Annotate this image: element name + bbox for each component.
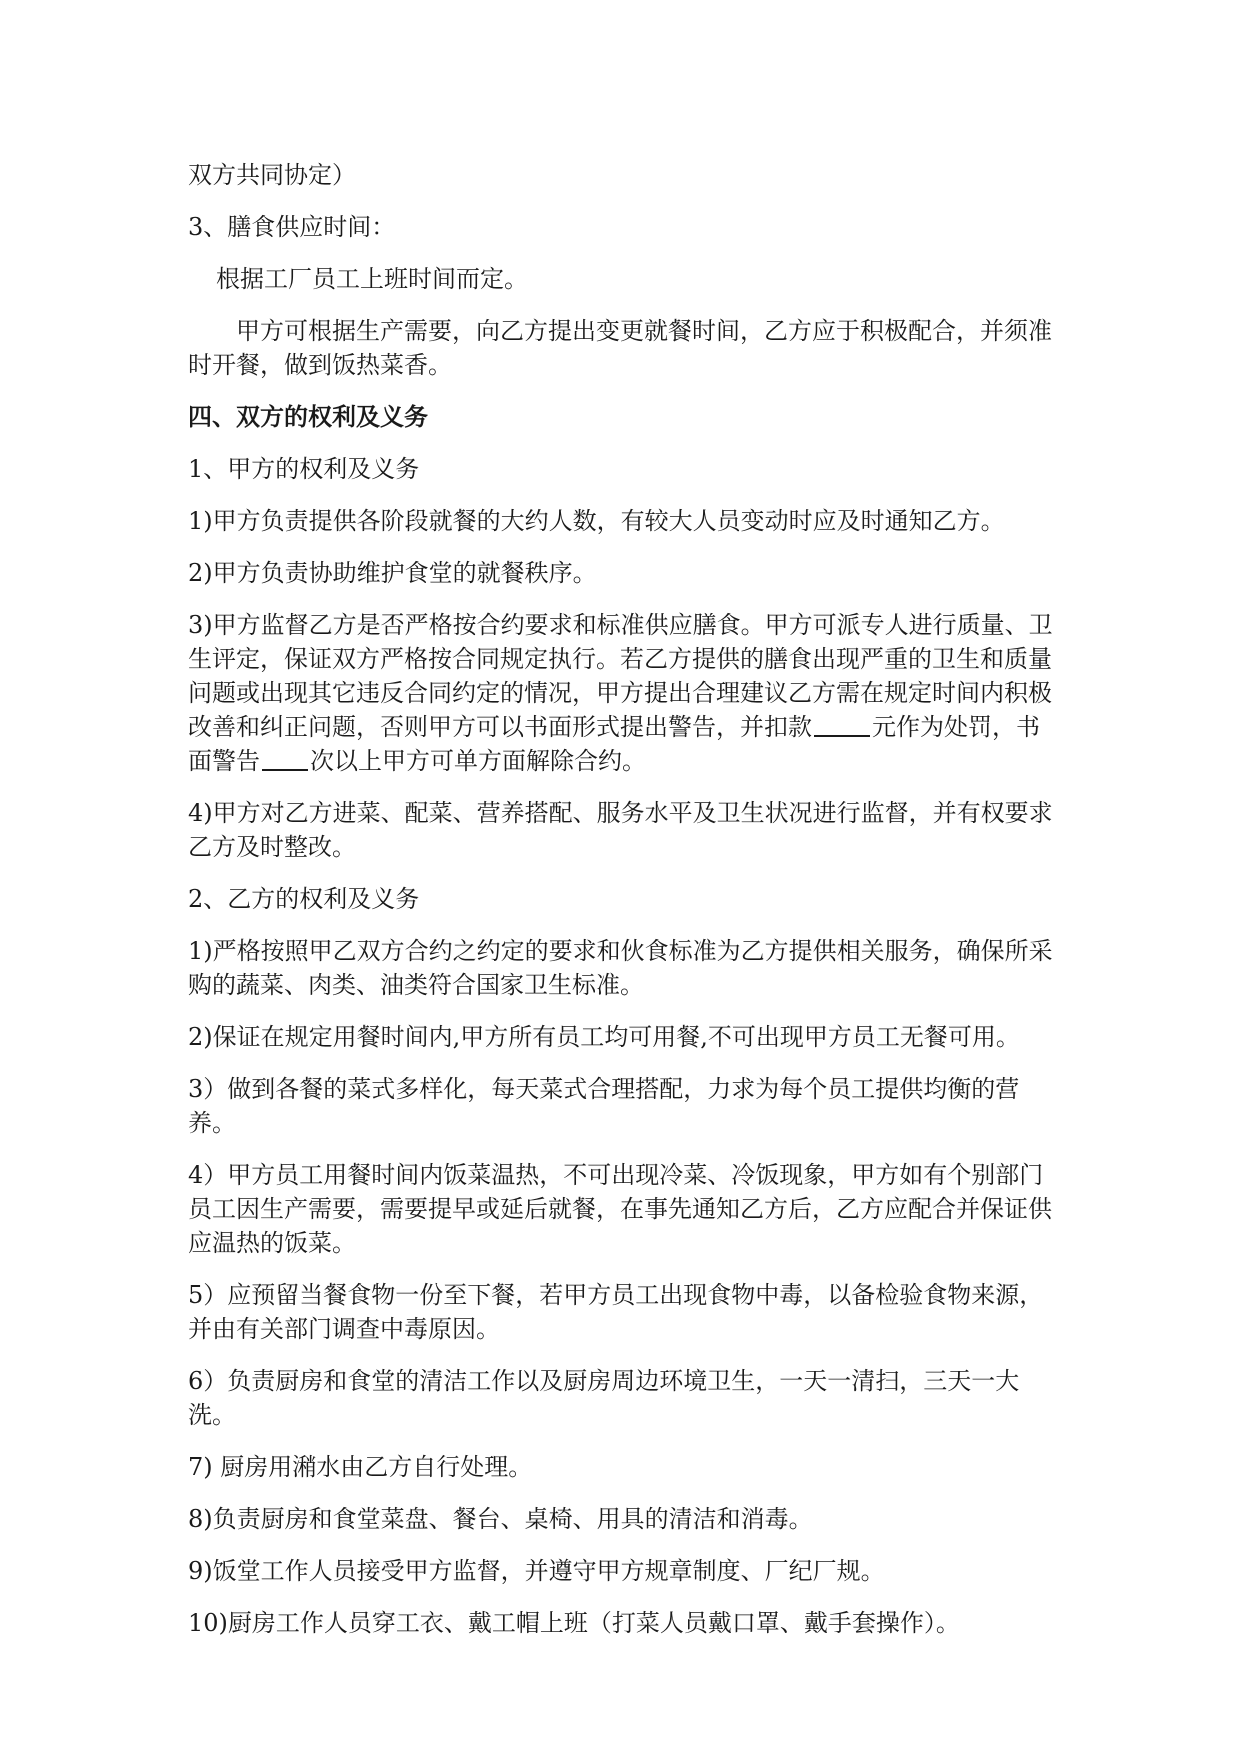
party-b-item-2: 2)保证在规定用餐时间内,甲方所有员工均可用餐,不可出现甲方员工无餐可用。 (188, 1023, 1020, 1051)
paragraph-continuation: 双方共同协定） (188, 161, 356, 189)
party-b-item-8: 8)负责厨房和食堂菜盘、餐台、桌椅、用具的清洁和消毒。 (188, 1505, 813, 1533)
section-heading-rights-obligations: 四、双方的权利及义务 (188, 403, 428, 431)
paragraph-meal-time-change: 甲方可根据生产需要，向乙方提出变更就餐时间，乙方应于积极配合，并须准时开餐，做到饭热菜香。 (188, 317, 1052, 379)
party-b-item-1: 1)严格按照甲乙双方合约之约定的要求和伙食标准为乙方提供相关服务，确保所采购的蔬菜、肉类、油类符合国家卫生标准。 (188, 937, 1053, 999)
document-body (188, 158, 1058, 1658)
deduction-amount-blank (814, 711, 870, 737)
party-b-item-3: 3）做到各餐的菜式多样化，每天菜式合理搭配，力求为每个员工提供均衡的营养。 (188, 1075, 1020, 1137)
party-b-item-6: 6）负责厨房和食堂的清洁工作以及厨房周边环境卫生，一天一清扫，三天一大洗。 (188, 1367, 1020, 1429)
clause-meal-time: 3、膳食供应时间： (188, 213, 396, 241)
party-a-item-3-text-1: 3)甲方监督乙方是否严格按合约要求和标准供应膳食。甲方可派专人进行质量、卫生评定，保证双方严格按合同规定执行。若乙方提供的膳食出现严重的卫生和质量问题或出现其它违反合同约定的情况，甲方提出合理建议乙方需在规定时间内积极改善和纠正问题，否则甲方可以书面形式提出警告，并扣款 (188, 611, 1053, 741)
subsection-party-a: 1、甲方的权利及义务 (188, 455, 420, 483)
party-a-item-2: 2)甲方负责协助维护食堂的就餐秩序。 (188, 559, 597, 587)
party-b-item-10: 10)厨房工作人员穿工衣、戴工帽上班（打菜人员戴口罩、戴手套操作）。 (188, 1609, 960, 1637)
party-a-item-3-text-2: 元作为处罚，书面警告 (188, 713, 1040, 775)
party-a-item-3-text-3: 次以上甲方可单方面解除合约。 (310, 747, 646, 775)
subsection-party-b: 2、乙方的权利及义务 (188, 885, 420, 913)
paragraph-meal-time-basis: 根据工厂员工上班时间而定。 (216, 265, 528, 293)
party-a-item-3 (188, 608, 1058, 778)
party-b-item-9: 9)饭堂工作人员接受甲方监督，并遵守甲方规章制度、厂纪厂规。 (188, 1557, 885, 1585)
party-b-item-5: 5）应预留当餐食物一份至下餐，若甲方员工出现食物中毒，以备检验食物来源，并由有关部门调查中毒原因。 (188, 1281, 1044, 1343)
party-b-item-7: 7) 厨房用潲水由乙方自行处理。 (188, 1453, 533, 1481)
party-a-item-4: 4)甲方对乙方进菜、配菜、营养搭配、服务水平及卫生状况进行监督，并有权要求乙方及时整改。 (188, 799, 1053, 861)
party-b-item-4: 4）甲方员工用餐时间内饭菜温热，不可出现冷菜、冷饭现象，甲方如有个别部门员工因生产需要，需要提早或延后就餐，在事先通知乙方后，乙方应配合并保证供应温热的饭菜。 (188, 1161, 1052, 1257)
warning-count-blank (262, 745, 308, 771)
party-a-item-1: 1)甲方负责提供各阶段就餐的大约人数，有较大人员变动时应及时通知乙方。 (188, 507, 1005, 535)
